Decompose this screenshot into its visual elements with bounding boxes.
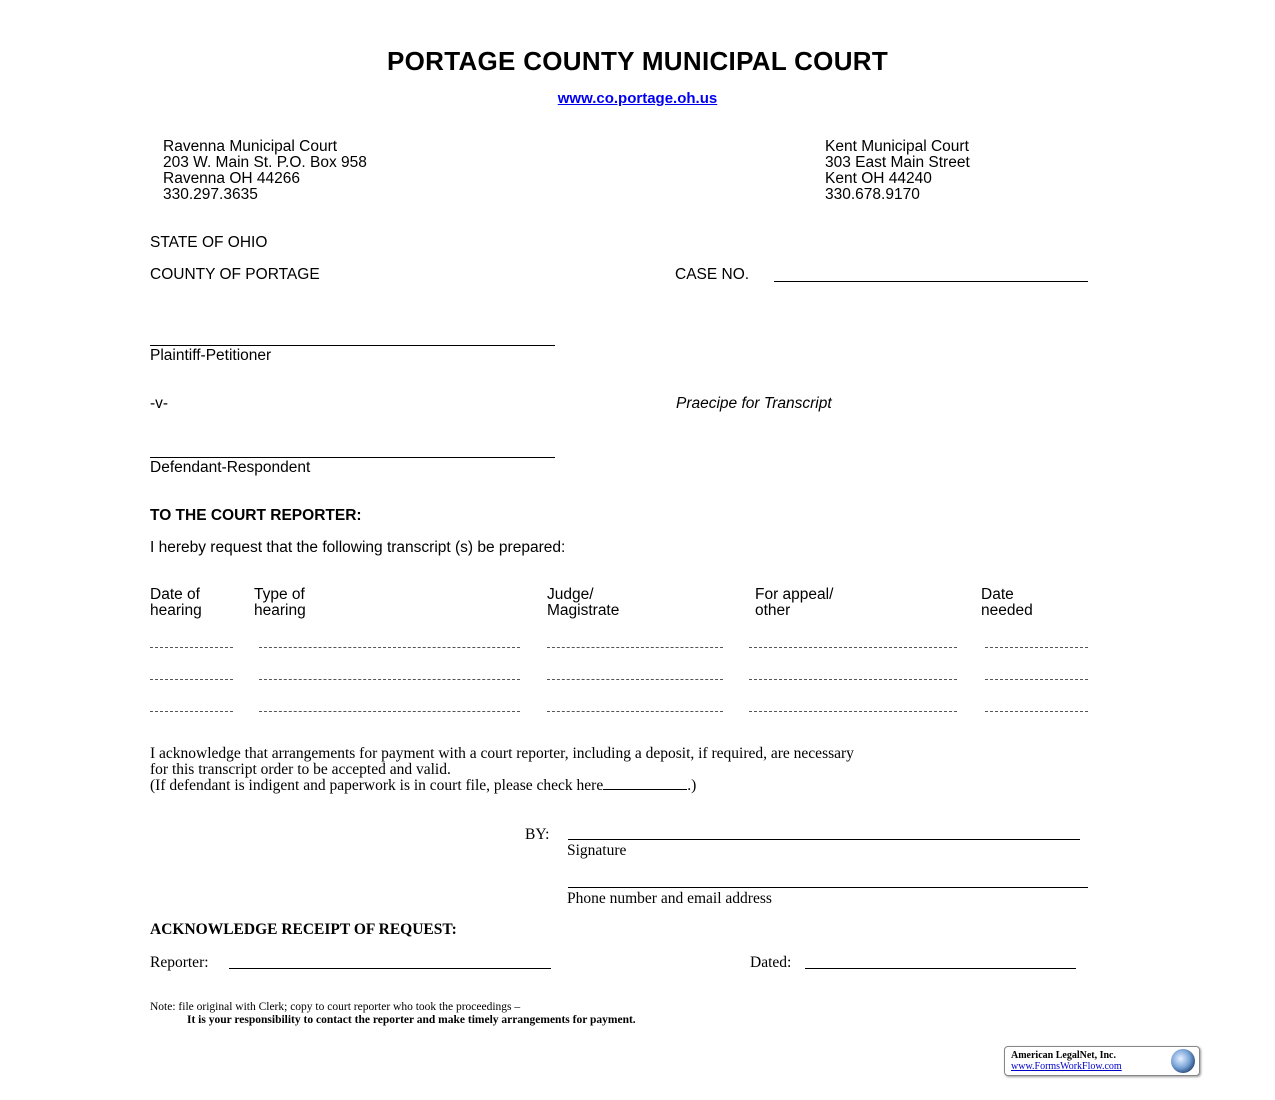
ravenna-court-phone: 330.297.3635 [163, 186, 258, 203]
american-legalnet-badge[interactable] [1004, 1046, 1200, 1076]
column-header-type-of-hearing: Type of hearing [254, 586, 306, 619]
date-needed-field[interactable] [985, 647, 1088, 648]
date-of-hearing-field[interactable] [150, 647, 233, 648]
column-header-for-appeal: For appeal/ other [755, 586, 834, 619]
acknowledgement-paragraph [150, 746, 854, 794]
ravenna-court-address [163, 139, 367, 203]
type-of-hearing-field[interactable] [259, 679, 520, 680]
note-line-1: Note: file original with Clerk; copy to court reporter who took the proceedings – [150, 1001, 521, 1013]
versus-label: -v- [150, 395, 169, 412]
by-label: BY: [525, 826, 550, 843]
date-of-hearing-field[interactable] [150, 679, 233, 680]
signature-field[interactable] [568, 839, 1080, 840]
phone-email-field[interactable] [568, 887, 1088, 888]
document-title: Praecipe for Transcript [676, 395, 832, 412]
dated-label: Dated: [750, 954, 792, 971]
plaintiff-field[interactable] [150, 345, 555, 346]
signature-label: Signature [567, 842, 627, 859]
acknowledgement-line-1: I acknowledge that arrangements for payment with a court reporter, including a deposit, if required, are necessary [150, 745, 854, 762]
kent-court-name: Kent Municipal Court [825, 138, 969, 155]
county-label: COUNTY OF PORTAGE [150, 266, 320, 283]
badge-company: American LegalNet, Inc. [1011, 1050, 1116, 1061]
globe-logo-icon [1171, 1049, 1195, 1073]
defendant-field[interactable] [150, 457, 555, 458]
case-no-label: CASE NO. [675, 266, 750, 283]
ravenna-court-street: 203 W. Main St. P.O. Box 958 [163, 154, 367, 171]
ravenna-court-name: Ravenna Municipal Court [163, 138, 338, 155]
ravenna-court-city: Ravenna OH 44266 [163, 170, 301, 187]
page-title: PORTAGE COUNTY MUNICIPAL COURT [386, 46, 889, 76]
acknowledgement-line-2: for this transcript order to be accepted and valid. [150, 761, 451, 778]
column-header-date-needed: Date needed [981, 586, 1033, 619]
website-link[interactable]: www.co.portage.oh.us [557, 90, 718, 107]
for-appeal-field[interactable] [749, 647, 957, 648]
type-of-hearing-field[interactable] [259, 647, 520, 648]
receipt-heading: ACKNOWLEDGE RECEIPT OF REQUEST: [150, 921, 457, 938]
note-line-2: It is your responsibility to contact the reporter and make timely arrangements for payment. [187, 1014, 636, 1026]
phone-email-label: Phone number and email address [567, 890, 772, 907]
for-appeal-field[interactable] [749, 711, 957, 712]
date-needed-field[interactable] [985, 679, 1088, 680]
reporter-field[interactable] [229, 968, 551, 969]
kent-court-phone: 330.678.9170 [825, 186, 920, 203]
column-header-judge-magistrate: Judge/ Magistrate [547, 586, 620, 619]
judge-magistrate-field[interactable] [547, 711, 723, 712]
date-of-hearing-field[interactable] [150, 711, 233, 712]
indigent-line: (If defendant is indigent and paperwork is in court file, please check here .) [150, 777, 697, 794]
kent-court-street: 303 East Main Street [825, 154, 970, 171]
kent-court-address [825, 139, 970, 203]
reporter-label: Reporter: [150, 954, 209, 971]
indigent-check-field[interactable] [603, 778, 687, 790]
for-appeal-field[interactable] [749, 679, 957, 680]
badge-url[interactable]: www.FormsWorkFlow.com [1011, 1061, 1122, 1072]
case-no-field[interactable] [774, 281, 1088, 282]
type-of-hearing-field[interactable] [259, 711, 520, 712]
court-reporter-heading: TO THE COURT REPORTER: [150, 507, 362, 524]
dated-field[interactable] [805, 968, 1076, 969]
plaintiff-label: Plaintiff-Petitioner [150, 347, 272, 364]
defendant-label: Defendant-Respondent [150, 459, 311, 476]
request-intro: I hereby request that the following transcript (s) be prepared: [150, 539, 566, 556]
date-needed-field[interactable] [985, 711, 1088, 712]
judge-magistrate-field[interactable] [547, 679, 723, 680]
kent-court-city: Kent OH 44240 [825, 170, 932, 187]
judge-magistrate-field[interactable] [547, 647, 723, 648]
state-label: STATE OF OHIO [150, 234, 268, 251]
column-header-date-of-hearing: Date of hearing [150, 586, 202, 619]
